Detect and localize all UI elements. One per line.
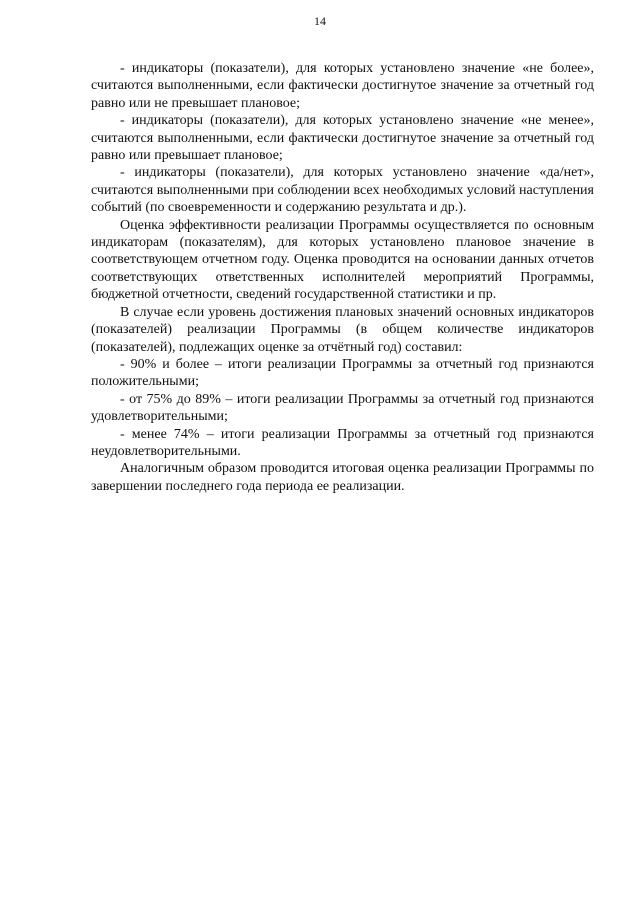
paragraph-satisfactory: - от 75% до 89% – итоги реализации Программы за отчетный год признаются удовлетворительными; xyxy=(91,391,594,425)
paragraph-achievement-level: В случае если уровень достижения плановых значений основных индикаторов (показателей) реализации Программы (в общем количестве индикаторов (показателей), подлежащих оценке за отчётный год) составил: xyxy=(91,304,594,355)
paragraph-evaluation: Оценка эффективности реализации Программы осуществляется по основным индикаторам (показателям), для которых установлено плановое значение в соответствующем отчетном году. Оценка проводится на основании данных отчетов соответствующих ответственных исполнителей мероприятий Программы, бюджетной отчетности, сведений государственной статистики и пр. xyxy=(91,217,594,303)
paragraph-unsatisfactory: - менее 74% – итоги реализации Программы за отчетный год признаются неудовлетворительными. xyxy=(91,426,594,459)
paragraph-indicator-not-more: - индикаторы (показатели), для которых установлено значение «не более», считаются выполненными, если фактически достигнутое значение за отчетный год равно или не превышает плановое; xyxy=(91,61,594,111)
paragraph-positive: - 90% и более – итоги реализации Программы за отчетный год признаются положительными; xyxy=(91,356,594,390)
paragraph-indicator-yes-no: - индикаторы (показатели), для которых установлено значение «да/нет», считаются выполненными при соблюдении всех необходимых условий наступления событий (по своевременности и содержанию результата и др.). xyxy=(91,165,594,216)
page-number: 14 xyxy=(314,14,326,28)
paragraph-final-evaluation: Аналогичным образом проводится итоговая оценка реализации Программы по завершении последнего года периода ее реализации. xyxy=(91,461,594,494)
document-body xyxy=(91,60,594,495)
paragraph-indicator-not-less: - индикаторы (показатели), для которых установлено значение «не менее», считаются выполненными, если фактически достигнутое значение за отчетный год равно или превышает плановое; xyxy=(91,113,594,164)
